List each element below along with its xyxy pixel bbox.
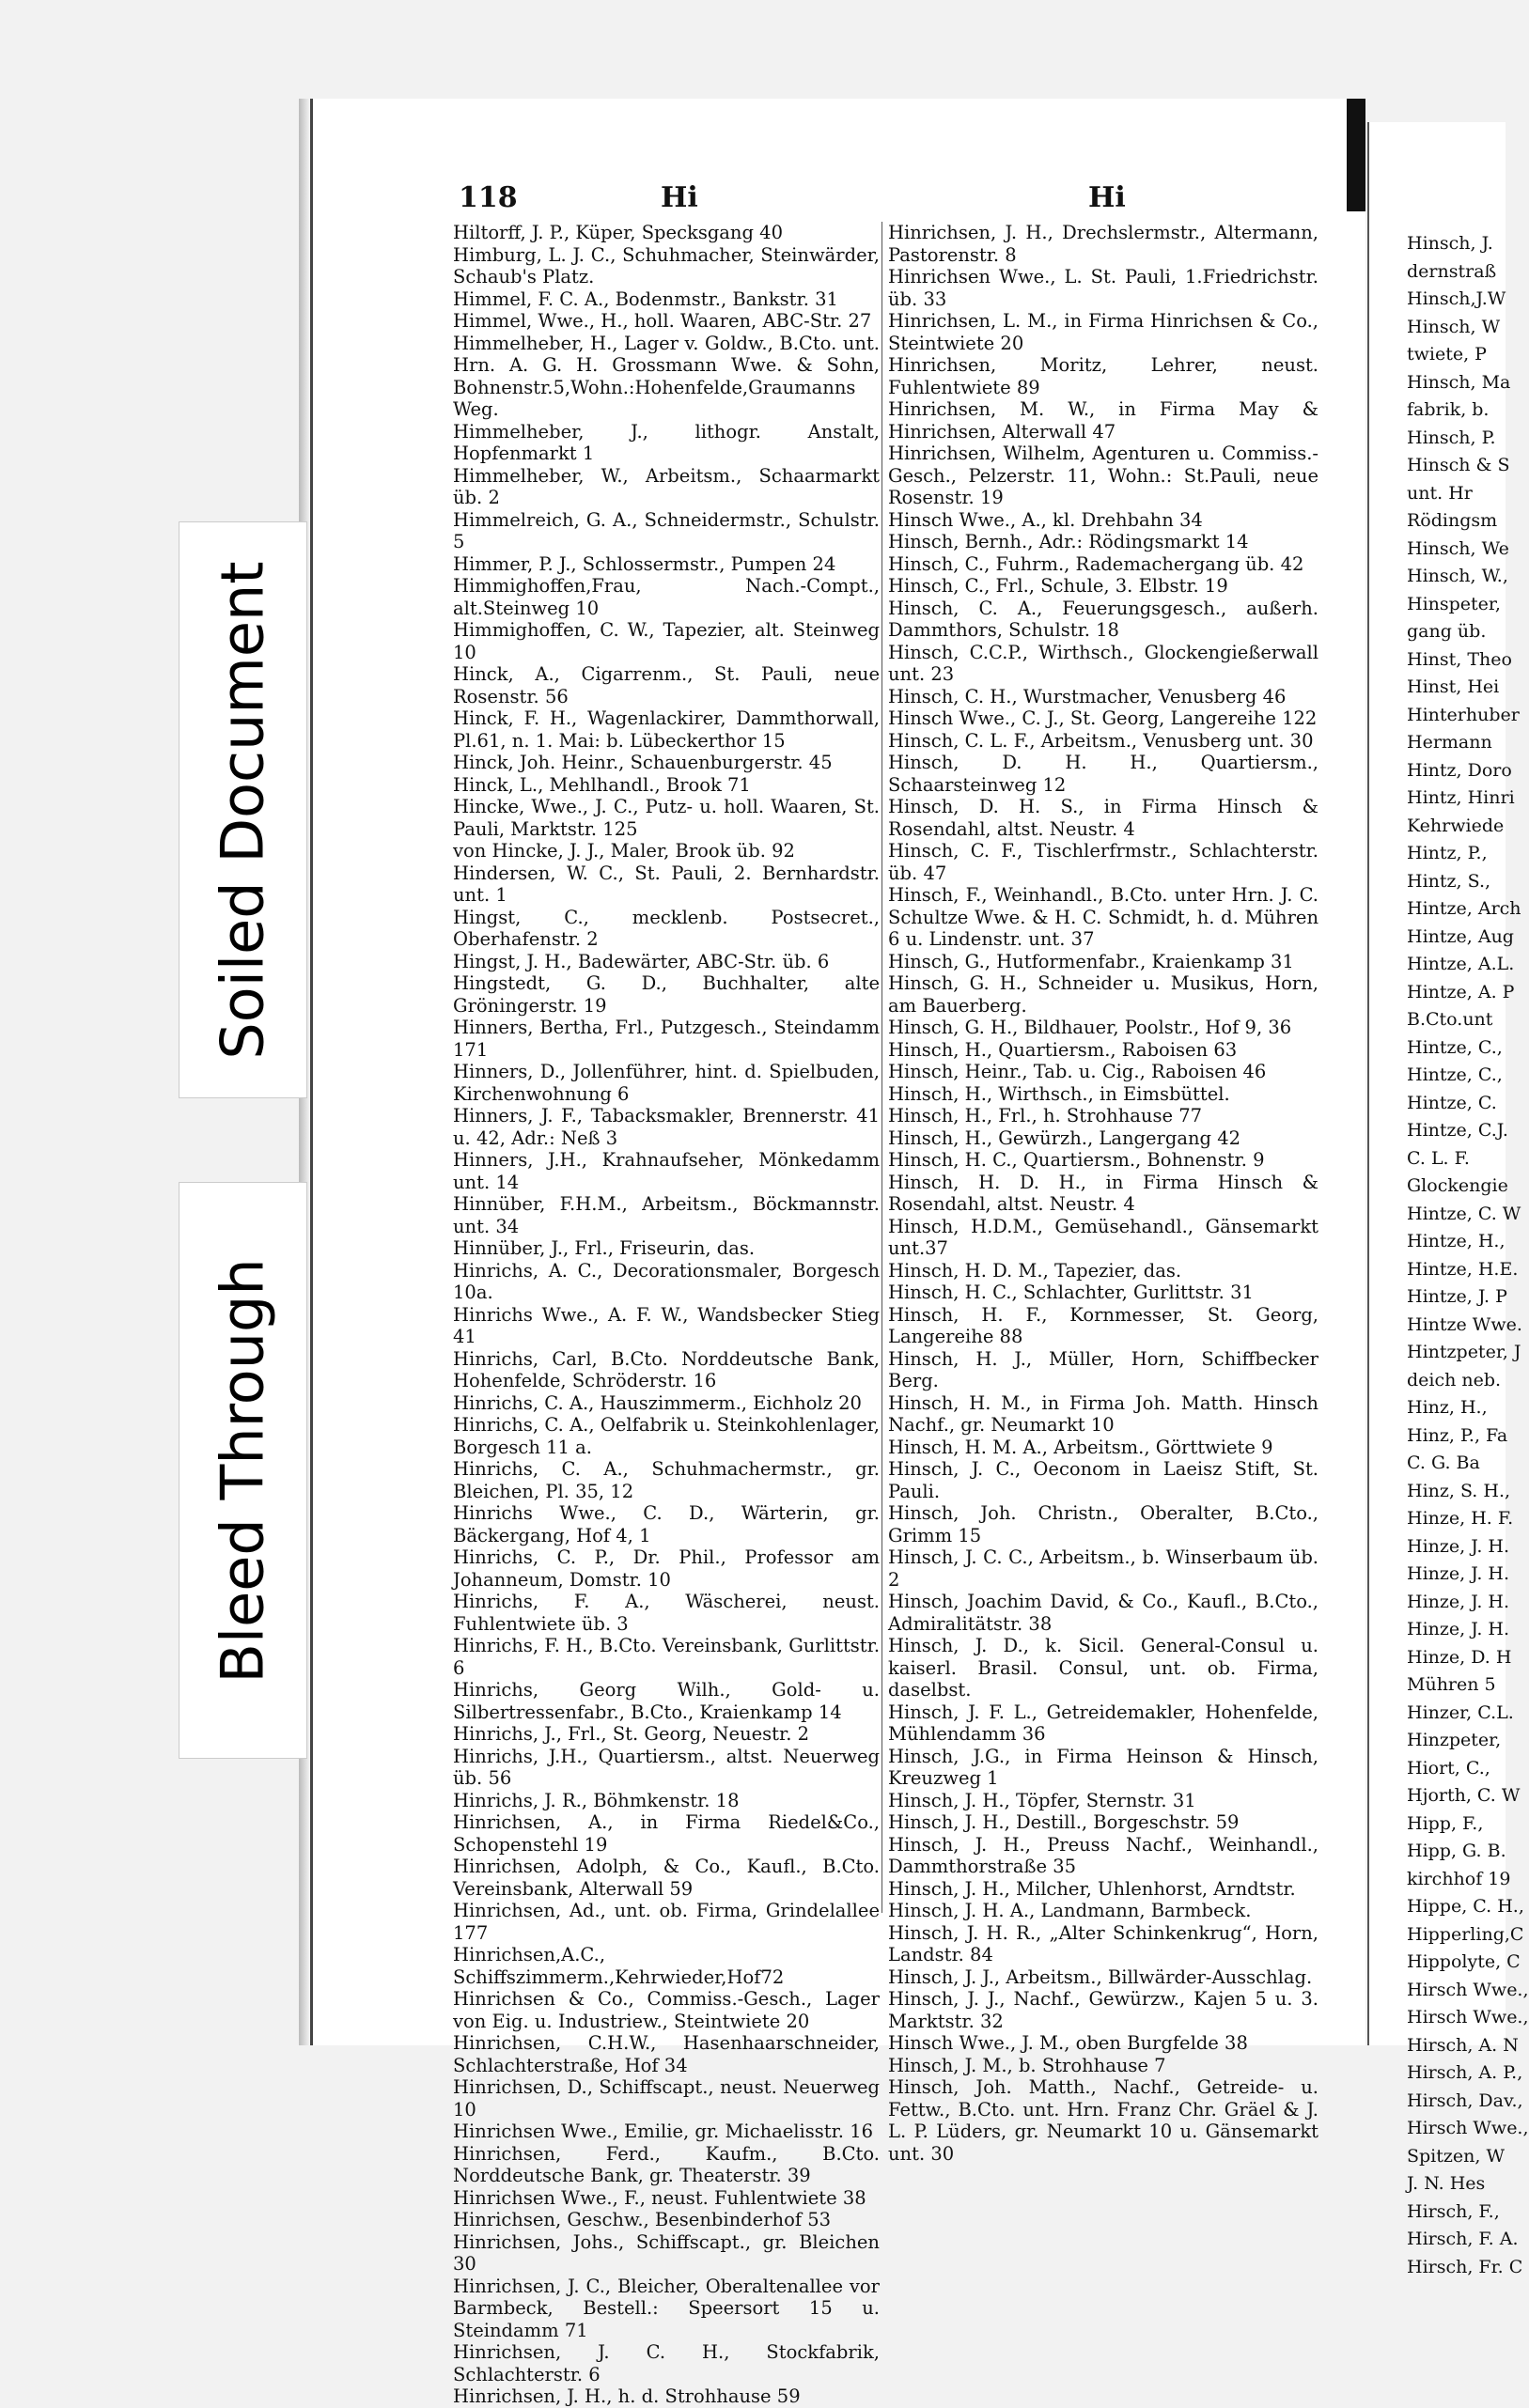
directory-entry: Hinrichsen Wwe., Emilie, gr. Michaelisstr. 16 (453, 2121, 874, 2142)
adjacent-page-edge (1367, 122, 1529, 2277)
directory-entry: Hinsch, J. J., Arbeitsm., Billwärder-Ausschlag. (888, 1965, 1313, 1988)
directory-entry: Hinrichs, F. A., Wäscherei, neust. Fuhlentwiete üb. 3 (453, 1591, 880, 1635)
adjacent-page-fragment: Hintze, H., (1407, 1231, 1506, 1251)
adjacent-page-fragment: unt. Hr (1407, 482, 1473, 504)
directory-entry: Himmel, F. C. A., Bodenmstr., Bankstr. 31 (453, 287, 838, 310)
adjacent-page-fragment: Hipp, G. B. (1407, 1841, 1506, 1861)
adjacent-page-fragment: Hinsch,J.W (1407, 288, 1506, 309)
left-column (453, 222, 880, 2408)
directory-entry: Hinsch, H. D. M., Tapezier, das. (888, 1259, 1182, 1282)
directory-entry: Himmelheber, H., Lager v. Goldw., B.Cto. unt. Hrn. A. G. H. Grossmann Wwe. & Sohn, Bohnenstr.5,Wohn.:Hohenfelde,Graumanns Weg. (453, 332, 880, 420)
adjacent-page-fragment: Hirsch, Fr. C (1407, 2256, 1523, 2277)
directory-entry: Hinsch, C. H., Wurstmacher, Venusberg 46 (888, 685, 1287, 707)
directory-entry: Hinrichsen, C.H.W., Hasenhaarschneider, Schlachterstraße, Hof 34 (453, 2032, 880, 2076)
directory-entry: Hinrichs, F. H., B.Cto. Vereinsbank, Gurlittstr. 6 (453, 1635, 881, 1679)
directory-entry: Hinsch, F., Weinhandl., B.Cto. unter Hrn. J. C. Schultze Wwe. & H. C. Schmidt, h. d. Mühren 6 u. Lindenstr. unt. 37 (888, 884, 1318, 950)
binding-tab (1347, 99, 1365, 211)
directory-entry: Hinrichs, C. A., Schuhmachermstr., gr. Bleichen, Pl. 35, 12 (453, 1458, 880, 1502)
adjacent-page-fragment: Hinsch, We (1407, 537, 1509, 559)
directory-entry: Hinrichs, C. A., Oelfabrik u. Steinkohlenlager, Borgesch 11 a. (453, 1414, 880, 1458)
directory-entry: Himmelheber, J., lithogr. Anstalt, Hopfenmarkt 1 (453, 420, 880, 464)
directory-entry: Himmelreich, G. A., Schneidermstr., Schulstr. 5 (453, 508, 880, 552)
running-head-right: Hi (1088, 181, 1126, 214)
directory-entry: Hinsch, H., Gewürzh., Langergang 42 (888, 1126, 1241, 1149)
adjacent-page-fragment: dernstraß (1407, 260, 1497, 282)
directory-entry: Hinrichs Wwe., A. F. W., Wandsbecker Stieg 41 (453, 1303, 880, 1347)
adjacent-page-fragment: Hinze, J. H. (1407, 1619, 1510, 1639)
directory-entry: Hinrichs Wwe., C. D., Wärterin, gr. Bäckergang, Hof 4, 1 (453, 1502, 880, 1546)
adjacent-page-fragment: Spitzen, W (1407, 2145, 1505, 2167)
directory-entry: Hinrichsen, M. W., in Firma May & Hinrichsen, Alterwall 47 (888, 398, 1318, 443)
page-number: 118 (459, 181, 518, 214)
directory-entry: Hinrichsen, Ferd., Kaufm., B.Cto. Norddeutsche Bank, gr. Theaterstr. 39 (453, 2142, 880, 2186)
adjacent-page-fragment: Hintz, Hinri (1407, 787, 1515, 808)
directory-entry: Hinsch, G. H., Schneider u. Musikus, Horn, am Bauerberg. (888, 972, 1318, 1017)
adjacent-page-fragment: Hinsch, W., (1407, 566, 1508, 586)
directory-entry: Hincke, Wwe., J. C., Putz- u. holl. Waaren, St. Pauli, Marktstr. 125 (453, 796, 880, 840)
adjacent-page-fragment: Hintz, S., (1407, 870, 1491, 892)
directory-entry: Hinrichsen Wwe., F., neust. Fuhlentwiete 38 (453, 2186, 866, 2209)
directory-entry: Hinsch, J. H., Destill., Borgeschstr. 59 (888, 1811, 1240, 1833)
adjacent-page-fragment: twiete, P (1407, 344, 1487, 365)
directory-entry: Hinsch, C., Fuhrm., Rademachergang üb. 42 (888, 552, 1304, 575)
adjacent-page-fragment: Hinsch, W (1407, 316, 1501, 337)
directory-entry: Hinrichs, J., Frl., St. Georg, Neuestr. 2 (453, 1723, 810, 1745)
directory-entry: Hinners, J. F., Tabacksmakler, Brennerstr. 41 u. 42, Adr.: Neß 3 (453, 1105, 880, 1149)
directory-entry: Hinck, F. H., Wagenlackirer, Dammthorwall, Pl.61, n. 1. Mai: b. Lübeckerthor 15 (453, 707, 880, 752)
directory-entry: Hinrichsen & Co., Commiss.-Gesch., Lager von Eig. u. Industriew., Steintwiete 20 (453, 1988, 880, 2032)
adjacent-page-fragment: Hipp, F., (1407, 1812, 1484, 1834)
directory-entry: Hinsch, J. C. C., Arbeitsm., b. Winserbaum üb. 2 (888, 1546, 1318, 1591)
adjacent-page-fragment: Hinzpeter, (1407, 1730, 1502, 1750)
directory-entry: Himmer, P. J., Schlossermstr., Pumpen 24 (453, 552, 836, 575)
directory-entry: Hinsch, J. M., b. Strohhause 7 (888, 2054, 1166, 2076)
directory-entry: von Hincke, J. J., Maler, Brook üb. 92 (453, 840, 795, 862)
adjacent-page-fragment: gang üb. (1407, 621, 1487, 642)
adjacent-page-fragment: Hinsch, Ma (1407, 371, 1511, 393)
directory-entry: Himmighoffen,Frau, Nach.-Compt., alt.Steinweg 10 (453, 575, 880, 619)
adjacent-page-fragment: Hintze, C., (1407, 1036, 1503, 1058)
directory-entry: Hinrichsen, A., in Firma Riedel&Co., Schopenstehl 19 (453, 1811, 880, 1856)
directory-entry: Hinrichs, J. R., Böhmkenstr. 18 (453, 1789, 740, 1811)
adjacent-page-fragment: Hirsch, F. A. (1407, 2229, 1519, 2249)
adjacent-page-fragment: Hinze, H. F. (1407, 1508, 1514, 1529)
adjacent-page-fragment: J. N. Hes (1407, 2173, 1486, 2194)
adjacent-page-fragment: Hirsch, A. N (1407, 2034, 1519, 2056)
directory-entry: Hinrichs, J.H., Quartiersm., altst. Neuerweg üb. 56 (453, 1745, 880, 1789)
adjacent-page-fragment: Hintz, P., (1407, 843, 1488, 863)
adjacent-page-fragment: deich neb. (1407, 1369, 1502, 1390)
adjacent-page-fragment: Hinsch & S (1407, 455, 1510, 475)
directory-entry: Hinners, Bertha, Frl., Putzgesch., Steindamm 171 (453, 1017, 880, 1061)
adjacent-page-fragment: Hintz, Doro (1407, 759, 1512, 781)
directory-entry: Hiltorff, J. P., Küper, Specksgang 40 (453, 222, 783, 243)
adjacent-page-fragment: Hinst, Hei (1407, 676, 1500, 697)
adjacent-page-fragment: Hjorth, C. W (1407, 1785, 1521, 1806)
bleed-through-stamp (179, 1182, 307, 1759)
directory-entry: Hinners, D., Jollenführer, hint. d. Spielbuden, Kirchenwohnung 6 (453, 1061, 880, 1105)
adjacent-page-fragment: Kehrwiede (1407, 815, 1505, 836)
directory-entry: Hinrichsen, J. H., h. d. Strohhause 59 (453, 2385, 801, 2407)
directory-entry: Hinsch, Joh. Matth., Nachf., Getreide- u. Fettw., B.Cto. unt. Hrn. Franz Chr. Gräel & J. L. P. Lüders, gr. Neumarkt 10 u. Gänsemarkt unt. 30 (888, 2076, 1318, 2165)
directory-entry: Hinrichsen, J. C., Bleicher, Oberaltenallee vor Barmbeck, Bestell.: Speersort 15 u. Steindamm 71 (453, 2275, 880, 2341)
adjacent-page-fragment: Hinsch, J. (1407, 233, 1493, 254)
bleed-through-label: Bleed Through (209, 1257, 278, 1684)
page-header (459, 181, 1331, 213)
soiled-document-stamp (179, 521, 307, 1098)
directory-entry: Hingstedt, G. D., Buchhalter, alte Gröningerstr. 19 (453, 972, 880, 1017)
directory-entry: Hinsch, Joachim David, & Co., Kaufl., B.Cto., Admiralitätstr. 38 (888, 1591, 1318, 1635)
adjacent-page-fragment: Hinzer, C.L. (1407, 1701, 1514, 1723)
directory-entry: Hinsch, H. M. A., Arbeitsm., Görttwiete 9 (888, 1436, 1273, 1458)
directory-entry: Hinsch, H., Wirthsch., in Eimsbüttel. (888, 1082, 1230, 1105)
soiled-document-label: Soiled Document (209, 560, 277, 1060)
adjacent-page-fragment: Hintzpeter, J (1407, 1342, 1521, 1362)
directory-entry: Hinsch, J.G., in Firma Heinson & Hinsch, Kreuzweg 1 (888, 1745, 1318, 1789)
directory-entry: Hinsch, H., Quartiersm., Raboisen 63 (888, 1038, 1238, 1061)
adjacent-page-fragment: B.Cto.unt (1407, 1009, 1493, 1030)
adjacent-page-fragment: Hirsch, A. P., (1407, 2062, 1523, 2083)
directory-entry: Hinsch, J. H. R., „Alter Schinkenkrug“, Horn, Landstr. 84 (888, 1921, 1318, 1965)
adjacent-page-fragment: Hirsch Wwe., (1407, 1979, 1529, 2000)
adjacent-page-fragment: Hintze, C., (1407, 1064, 1503, 1085)
directory-entry: Hinck, Joh. Heinr., Schauenburgerstr. 45 (453, 752, 833, 773)
adjacent-page-fragment: Hintze, Arch (1407, 898, 1521, 919)
directory-entry: Hinrichsen Wwe., L. St. Pauli, 1.Friedrichstr. üb. 33 (888, 266, 1318, 310)
directory-entry: Hinrichsen, J. H., Drechslermstr., Altermann, Pastorenstr. 8 (888, 222, 1318, 266)
adjacent-page-text (1369, 122, 1529, 2281)
directory-entry: Hinrichsen, Adolph, & Co., Kaufl., B.Cto. Vereinsbank, Alterwall 59 (453, 1856, 880, 1900)
directory-entry: Hinsch, D. H. S., in Firma Hinsch & Rosendahl, altst. Neustr. 4 (888, 796, 1318, 840)
directory-entry: Hinrichsen, J. C. H., Stockfabrik, Schlachterstr. 6 (453, 2341, 880, 2385)
adjacent-page-fragment: Hermann (1407, 732, 1492, 753)
directory-entry: Hinsch, H. F., Kornmesser, St. Georg, Langereihe 88 (888, 1303, 1318, 1347)
directory-entry: Hinsch, G. H., Bildhauer, Poolstr., Hof 9, 36 (888, 1017, 1292, 1038)
directory-entry: Hinrichsen, Wilhelm, Agenturen u. Commiss.-Gesch., Pelzerstr. 11, Wohn.: St.Pauli, neue Rosenstr. 19 (888, 443, 1318, 508)
directory-entry: Himmelheber, W., Arbeitsm., Schaarmarkt üb. 2 (453, 464, 880, 508)
adjacent-page-fragment: Hintze, A. P (1407, 981, 1515, 1002)
directory-entry: Hinrichs, C. P., Dr. Phil., Professor am Johanneum, Domstr. 10 (453, 1546, 880, 1591)
directory-entry: Hinsch, C. A., Feuerungsgesch., außerh. Dammthors, Schulstr. 18 (888, 597, 1318, 641)
adjacent-page-fragment: Hinze, D. H (1407, 1646, 1512, 1668)
directory-entry: Hinsch, H. M., in Firma Joh. Matth. Hinsch Nachf., gr. Neumarkt 10 (888, 1391, 1318, 1436)
adjacent-page-fragment: Hinz, H., (1407, 1397, 1488, 1418)
directory-entry: Hinrichsen, Geschw., Besenbinderhof 53 (453, 2209, 832, 2230)
directory-entry: Hinrichs, Georg Wilh., Gold- u. Silbertressenfabr., B.Cto., Kraienkamp 14 (453, 1679, 880, 1723)
directory-entry: Hinsch, C., Frl., Schule, 3. Elbstr. 19 (888, 575, 1228, 597)
directory-entry: Hinrichs, A. C., Decorationsmaler, Borgesch 10a. (453, 1259, 880, 1303)
adjacent-page-fragment: Hinsch, P. (1407, 427, 1496, 448)
directory-entry: Hinrichsen, Johs., Schiffscapt., gr. Bleichen 30 (453, 2230, 880, 2275)
directory-entry: Himmighoffen, C. W., Tapezier, alt. Steinweg 10 (453, 619, 880, 663)
adjacent-page-fragment: Rödingsm (1407, 510, 1498, 531)
directory-entry: Hinsch, H.D.M., Gemüsehandl., Gänsemarkt unt.37 (888, 1215, 1318, 1259)
directory-entry: Hinsch Wwe., C. J., St. Georg, Langereihe 122 (888, 707, 1318, 729)
adjacent-page-fragment: Hirsch, Dav., (1407, 2090, 1523, 2111)
directory-entry: Hinsch, Heinr., Tab. u. Cig., Raboisen 46 (888, 1061, 1267, 1082)
directory-entry: Hinnüber, J., Frl., Friseurin, das. (453, 1237, 756, 1259)
adjacent-page-fragment: Hinterhuber (1407, 704, 1520, 725)
directory-entry: Hinrichsen, L. M., in Firma Hinrichsen & Co., Steintwiete 20 (888, 310, 1318, 354)
adjacent-page-fragment: Hintze, C.J. (1407, 1120, 1508, 1141)
adjacent-page-fragment: Hinst, Theo (1407, 648, 1512, 670)
adjacent-page-fragment: kirchhof 19 (1407, 1868, 1511, 1889)
directory-entry: Hinrichsen, D., Schiffscapt., neust. Neuerweg 10 (453, 2076, 880, 2121)
directory-entry: Hinsch, D. H. H., Quartiersm., Schaarsteinweg 12 (888, 752, 1318, 796)
directory-entry: Hinsch, J. J., Nachf., Gewürzw., Kajen 5 u. 3. Marktstr. 32 (888, 1988, 1318, 2032)
adjacent-page-fragment: Hintze, Aug (1407, 925, 1514, 947)
directory-entry: Himmel, Wwe., H., holl. Waaren, ABC-Str. 27 (453, 310, 872, 332)
directory-entry: Hinsch, J. H., Töpfer, Sternstr. 31 (888, 1789, 1196, 1811)
directory-entry: Hinsch, C.C.P., Wirthsch., Glockengießerwall unt. 23 (888, 641, 1318, 685)
directory-entry: Hinsch, Joh. Christn., Oberalter, B.Cto., Grimm 15 (888, 1502, 1318, 1546)
directory-entry: Hinsch Wwe., A., kl. Drehbahn 34 (888, 508, 1203, 531)
directory-entry: Hinrichs, C. A., Hauszimmerm., Eichholz 20 (453, 1391, 862, 1414)
adjacent-page-fragment: Hintze, C. W (1407, 1203, 1521, 1224)
adjacent-page-fragment: Hippolyte, C (1407, 1951, 1521, 1972)
adjacent-page-fragment: Hippe, C. H., (1407, 1896, 1524, 1917)
directory-entry: Hinsch, J. H. A., Landmann, Barmbeck. (888, 1900, 1252, 1921)
directory-entry: Hinrichsen, Ad., unt. ob. Firma, Grindelallee 177 (453, 1900, 880, 1944)
directory-entry: Hinsch, H., Frl., h. Strohhause 77 (888, 1105, 1203, 1126)
directory-entry: Hinsch, J. C., Oeconom in Laeisz Stift, St. Pauli. (888, 1458, 1318, 1502)
directory-entry: Hinsch, H. C., Schlachter, Gurlittstr. 31 (888, 1282, 1254, 1303)
adjacent-page-fragment: Hinze, J. H. (1407, 1591, 1510, 1612)
directory-entry: Hinsch, J. F. L., Getreidemakler, Hohenfelde, Mühlendamm 36 (888, 1701, 1318, 1745)
adjacent-page-fragment: Hipperling,C (1407, 1923, 1524, 1945)
directory-entry: Hinsch, C. L. F., Arbeitsm., Venusberg unt. 30 (888, 729, 1314, 752)
directory-entry: Hindersen, W. C., St. Pauli, 2. Bernhardstr. unt. 1 (453, 862, 880, 906)
adjacent-page-fragment: Hirsch, F., (1407, 2200, 1500, 2222)
adjacent-page-fragment: Hintze, C. (1407, 1092, 1497, 1113)
running-head-left: Hi (661, 181, 698, 214)
directory-entry: Hinsch, J. H., Milcher, Uhlenhorst, Arndtstr. (888, 1877, 1296, 1900)
directory-entry: Hinrichs, Carl, B.Cto. Norddeutsche Bank, Hohenfelde, Schröderstr. 16 (453, 1347, 880, 1391)
adjacent-page-fragment: Hinz, S. H., (1407, 1480, 1511, 1501)
directory-entry: Hinck, A., Cigarrenm., St. Pauli, neue Rosenstr. 56 (453, 663, 880, 707)
directory-entry: Hinsch Wwe., J. M., oben Burgfelde 38 (888, 2032, 1248, 2054)
directory-entry: Himburg, L. J. C., Schuhmacher, Steinwärder, Schaub's Platz. (453, 243, 880, 287)
adjacent-page-fragment: Hintze, J. P (1407, 1286, 1507, 1307)
adjacent-page-fragment: Hirsch Wwe., (1407, 2007, 1529, 2027)
directory-entry: Hinrichsen,A.C., Schiffszimmerm.,Kehrwieder,Hof72 (453, 1944, 785, 1988)
directory-entry: Hingst, J. H., Badewärter, ABC-Str. üb. 6 (453, 950, 830, 972)
directory-entry: Hinsch, H. D. H., in Firma Hinsch & Rosendahl, altst. Neustr. 4 (888, 1171, 1318, 1215)
adjacent-page-fragment: Hiort, C., (1407, 1757, 1490, 1779)
directory-entry: Hinsch, H. C., Quartiersm., Bohnenstr. 9 (888, 1149, 1265, 1171)
directory-entry: Hinners, J.H., Krahnaufseher, Mönkedamm unt. 14 (453, 1149, 880, 1193)
adjacent-page-fragment: Hintze Wwe. (1407, 1313, 1522, 1335)
adjacent-page-fragment: Mühren 5 (1407, 1674, 1496, 1695)
adjacent-page-fragment: Hinspeter, (1407, 593, 1501, 614)
directory-entry: Hinsch, H. J., Müller, Horn, Schiffbecker Berg. (888, 1347, 1318, 1391)
adjacent-page-fragment: Hinze, J. H. (1407, 1563, 1510, 1584)
right-column (888, 222, 1318, 2165)
adjacent-page-fragment: C. G. Ba (1407, 1453, 1480, 1473)
directory-entry: Hinck, L., Mehlhandl., Brook 71 (453, 773, 751, 796)
directory-entry: Hinsch, Bernh., Adr.: Rödingsmarkt 14 (888, 531, 1249, 552)
adjacent-page-fragment: fabrik, b. (1407, 399, 1490, 420)
adjacent-page-fragment: Hirsch Wwe., (1407, 2118, 1529, 2138)
adjacent-page-fragment: C. L. F. (1407, 1147, 1470, 1169)
adjacent-page-fragment: Hinz, P., Fa (1407, 1424, 1508, 1446)
adjacent-page-fragment: Hinze, J. H. (1407, 1535, 1510, 1557)
directory-entry: Hingst, C., mecklenb. Postsecret., Oberhafenstr. 2 (453, 906, 880, 950)
adjacent-page-fragment: Glockengie (1407, 1175, 1508, 1196)
directory-entry: Hinsch, J. D., k. Sicil. General-Consul u. kaiserl. Brasil. Consul, unt. ob. Firma, daselbst. (888, 1635, 1318, 1701)
adjacent-page-fragment: Hintze, A.L. (1407, 954, 1515, 974)
directory-entry: Hinsch, J. H., Preuss Nachf., Weinhandl., Dammthorstraße 35 (888, 1833, 1318, 1877)
directory-entry: Hinsch, C. F., Tischlerfrmstr., Schlachterstr. üb. 47 (888, 840, 1318, 884)
directory-entry: Hinsch, G., Hutformenfabr., Kraienkamp 31 (888, 950, 1294, 972)
directory-entry: Hinrichsen, Moritz, Lehrer, neust. Fuhlentwiete 89 (888, 354, 1318, 398)
directory-entry: Hinnüber, F.H.M., Arbeitsm., Böckmannstr. unt. 34 (453, 1193, 880, 1237)
adjacent-page-fragment: Hintze, H.E. (1407, 1258, 1519, 1280)
